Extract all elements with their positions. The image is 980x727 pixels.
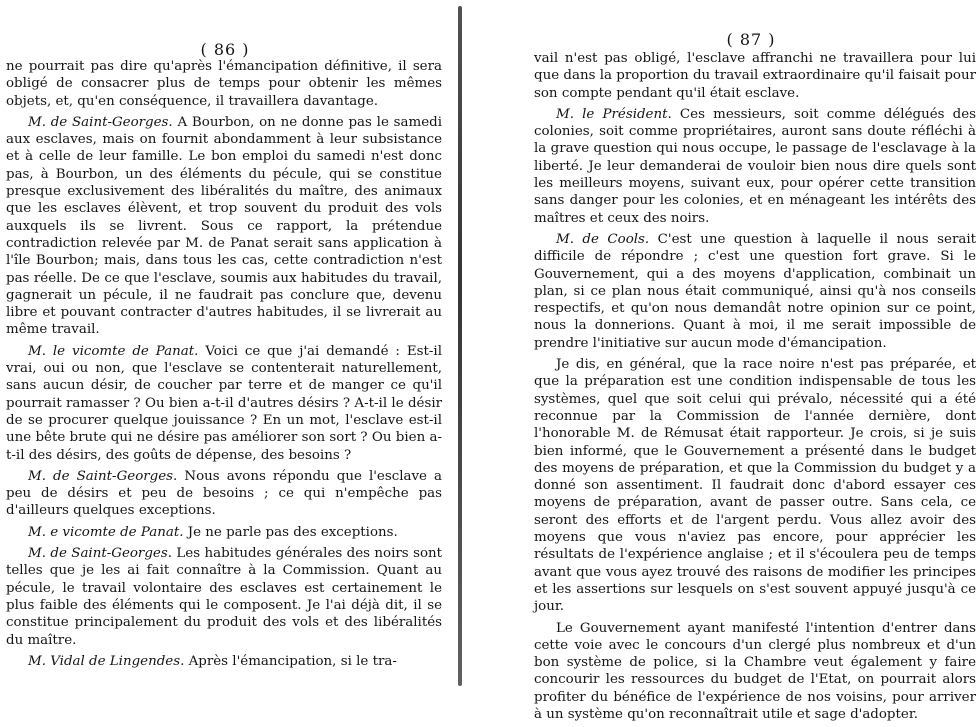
paragraph-text: vail n'est pas obligé, l'esclave affranchi ne travaillera pour lui que dans la proportion du travail extraordinaire qu'il faisait pour son compte pendant qu'il était esclave. [534,51,976,101]
paragraph [6,343,442,464]
paragraph-text: C'est une question à laquelle il nous serait difficile de répondre ; c'est une question fort grave. Si le Gouvernement, qui a des moyens d'application, combinait un plan, si ce plan nous était communiqué, ainsi qu'à nos conseils respectifs, et qu'on nous demandât notre opinion sur ce point, nous la donnerions. Quant à moi, il me serait impossible de prendre l'initiative sur aucun mode d'émancipation. [534,231,976,351]
paragraph-text: Le Gouvernement ayant manifesté l'intention d'entrer dans cette voie avec le concours d'un clergé plus nombreux et d'un bon système de police, si la Chambre veut également y faire concourir les ressources du budget de l'Etat, on pourrait alors profiter du bénéfice de l'expérience de nos voisins, pour arriver à un système qu'on reconnaîtrait utile et sage d'adopter. [534,620,976,722]
speaker-name: M. de Saint-Georges. [28,468,178,484]
paragraph [6,58,442,110]
paragraph-text: ne pourrait pas dire qu'après l'émancipation définitive, il sera obligé de consacrer plus de temps pour obtenir les mêmes objets, et, qu'en conséquence, il travaillera davantage. [6,59,442,109]
speaker-name: M. le Président. [556,106,672,122]
right-page [522,0,980,722]
paragraph-text: Ces messieurs, soit comme délégués des colonies, soit comme propriétaires, auront sans doute réfléchi à la grave question qui nous occupe, le passage de l'esclavage à la liberté. Je leur demanderai de vouloir bien nous dire quels sont les meilleurs moyens, suivant eux, pour opérer cette transition sans danger pour les colonies, et en ménageant les intérêts des maîtres et ceux des noirs. [534,106,977,226]
paragraph-text: Après l'émancipation, si le tra- [188,653,397,669]
paragraph [6,524,442,541]
paragraph-text: Je ne parle pas des exceptions. [187,524,398,540]
paragraph [534,106,976,227]
speaker-name: M. le vicomte de Panat. [28,343,199,359]
page-number: ( 87 ) [726,30,776,49]
paragraph [6,468,442,520]
speaker-name: M. e vicomte de Panat. [28,524,184,540]
paragraph [6,653,442,670]
page-body [6,58,442,674]
paragraph [534,620,976,724]
paragraph-text: Je dis, en général, que la race noire n'est pas préparée, et que la préparation est une condition indispensable de tous les systèmes, quel que soit celui qui prévalo, nécessité qui a été reconnue par la Commission de l'année dernière, dont l'honorable M. de Rémusat était rapporteur. Je crois, si je suis bien informé, que le Gouvernement a présenté dans le budget des moyens de préparation, et que la Commission du budget y a donné son assentiment. Il faudrait donc d'abord essayer ces moyens de préparation, avant de passer outre. Sans cela, ce seront des efforts et de l'argent perdu. Vous allez avoir des moyens que vous n'aviez pas encore, pour apprécier les résultats de l'expérience anglaise ; et il s'écoulera peu de temps avant que vous ayez trouvé des raisons de modifier les principes et les assertions sur lesquels on s'est souvent appuyé jusqu'à ce jour. [534,357,976,615]
paragraph [6,114,442,339]
paragraph-text: Voici ce que j'ai demandé : Est-il vrai, oui ou non, que l'esclave se contenterait naturellement, sans aucun désir, de coucher par terre et de manger ce qu'il pourrait ramasser ? Ou bien a-t-il d'autres désirs ? A-t-il le désir de se procurer quelque jouissance ? En un mot, l'esclave est-il une bête brute qui ne désire pas améliorer son sort ? Ou bien a-t-il des désirs, des goûts de dépense, des besoins ? [6,343,442,463]
paragraph [6,545,442,649]
paragraph [534,231,976,352]
speaker-name: M. de Saint-Georges. [28,546,172,562]
paragraph-text: Les habitudes générales des noirs sont telles que je les ai fait connaître à la Commission. Quant au pécule, le travail volontaire des esclaves est certainement le plus faible des éléments qui le composent. Je l'ai déjà dit, il se constitue principalement du produit des vols et des libéralités du maître. [6,546,443,648]
speaker-name: M. de Cools. [556,231,650,247]
paragraph [534,50,976,102]
page-body [534,50,976,727]
speaker-name: M. de Saint-Georges. [28,114,173,130]
paragraph-text: Nous avons répondu que l'esclave a peu de désirs et peu de besoins ; ce qui n'empêche pas d'ailleurs quelques exceptions. [6,468,443,519]
page-number: ( 86 ) [200,40,250,59]
paragraph [534,356,976,615]
paragraph-text: A Bourbon, on ne donne pas le samedi aux esclaves, mais on fournit abondamment à leur subsistance et à celle de leur famille. Le bon emploi du samedi n'est donc pas, à Bourbon, un des éléments du pécule, qui se constitue presque exclusivement des libéralités du maître, des animaux que les esclaves élèvent, et trop souvent du produit des vols auxquels ils se livrent. Sous ce rapport, la prétendue contradiction relevée par M. de Panat serait sans application à l'île Bourbon; mais, dans tous les cas, cette contradiction n'est pas réelle. De ce que l'esclave, soumis aux habitudes du travail, gagnerait un pécule, il ne faudrait pas conclure que, devenu libre et pouvant contracter d'autres habitudes, il se livrerait au même travail. [6,114,442,338]
left-page [0,0,450,692]
speaker-name: M. Vidal de Lingendes. [28,653,185,669]
book-gutter [458,6,462,686]
